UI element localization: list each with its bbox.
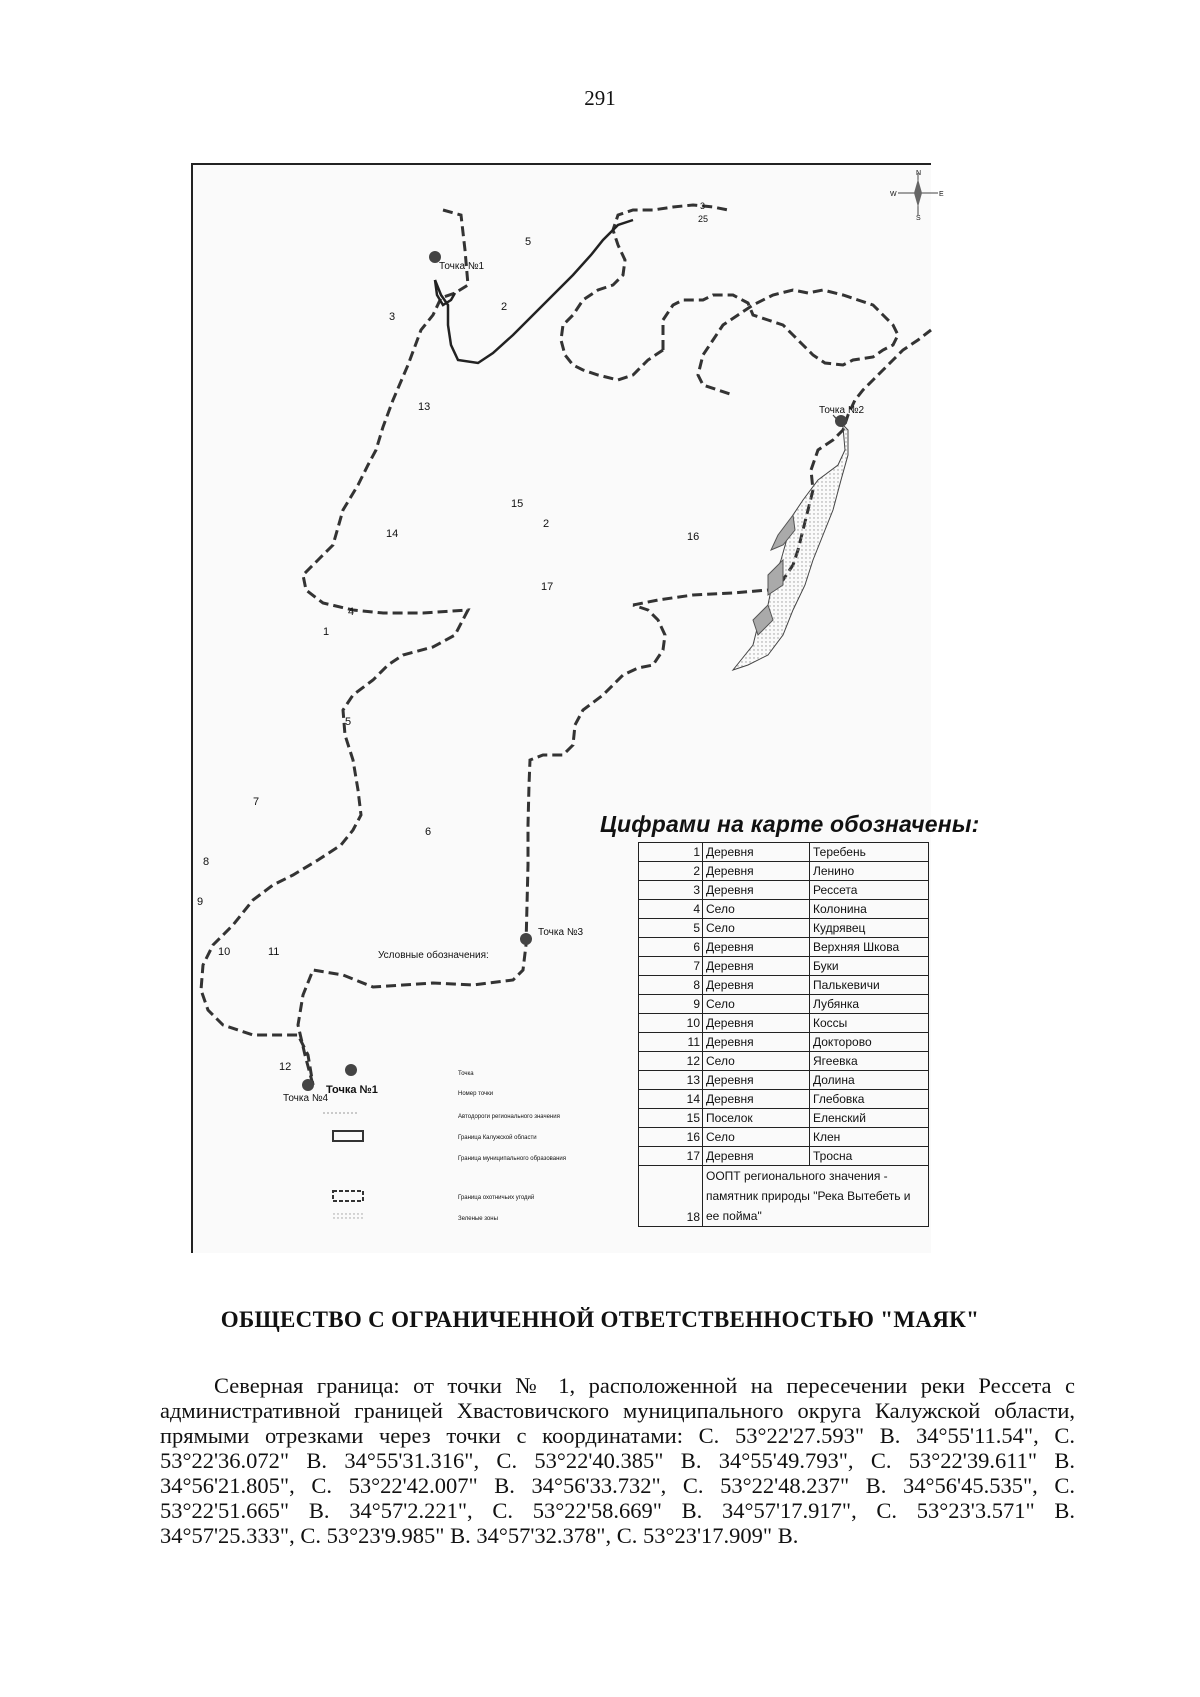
key-number: 4: [639, 900, 703, 919]
key-row: [639, 900, 929, 919]
area-number: 6: [425, 826, 432, 838]
key-number: 1: [639, 843, 703, 862]
area-number: 11: [268, 946, 280, 958]
key-number: 7: [639, 957, 703, 976]
key-type: Село: [703, 995, 810, 1014]
key-row: [639, 1147, 929, 1166]
area-number: 10: [218, 946, 231, 958]
compass-e: E: [939, 191, 944, 198]
area-number: 8: [203, 856, 210, 868]
key-type: Поселок: [703, 1109, 810, 1128]
area-number: 7: [253, 796, 260, 808]
key-name: Верхняя Шкова: [810, 938, 929, 957]
key-number: 14: [639, 1090, 703, 1109]
key-name: Докторово: [810, 1033, 929, 1052]
area-number: 17: [541, 581, 554, 593]
key-type: Деревня: [703, 976, 810, 995]
area-number: 15: [511, 498, 524, 510]
key-type: Деревня: [703, 957, 810, 976]
key-type: Деревня: [703, 843, 810, 862]
point-1-label: Точка №1: [439, 261, 485, 272]
area-number: 3: [389, 311, 396, 323]
area-number: 1: [323, 626, 330, 638]
key-type: Деревня: [703, 1033, 810, 1052]
key-number: 2: [639, 862, 703, 881]
key-number: 16: [639, 1128, 703, 1147]
area-number: 25: [698, 214, 709, 224]
area-number: 4: [348, 606, 355, 618]
point-3-label: Точка №3: [538, 927, 584, 938]
key-row: [639, 1090, 929, 1109]
key-number: 3: [639, 881, 703, 900]
body-paragraph: Северная граница: от точки № 1, расположенной на пересечении реки Рессета с административной границей Хвастовичского муниципального округа Калужской области, прямыми отрезками через точки с координатами: С. 53°22'27.593" В. 34°55'11.54", С. 53°22'36.072" В. 34°55'31.316", С. 53°22'40.385" В. 34°55'49.793", С. 53°22'39.611" В. 34°56'21.805", С. 53°22'42.007" В. 34°56'33.732", С. 53°22'48.237" В. 34°56'45.535", С. 53°22'51.665" В. 34°57'2.221", С. 53°22'58.669" В. 34°57'17.917", С. 53°23'3.571" В. 34°57'25.333", С. 53°23'9.985" В. 34°57'32.378", С. 53°23'17.909" В.: [160, 1373, 1075, 1548]
key-number: 8: [639, 976, 703, 995]
key-type: Село: [703, 919, 810, 938]
key-table: [638, 842, 929, 1227]
key-note: ООПТ регионального значения - памятник природы "Река Вытебеть и ее пойма": [703, 1166, 929, 1227]
point-2-label: Точка №2: [819, 405, 865, 416]
area-number: 9: [197, 896, 204, 908]
key-number: 12: [639, 1052, 703, 1071]
key-name: Долина: [810, 1071, 929, 1090]
key-row: [639, 1109, 929, 1128]
key-row: [639, 1014, 929, 1033]
legend-item: Граница Калужской области: [458, 1135, 537, 1141]
area-number: 16: [687, 531, 700, 543]
key-name: Палькевичи: [810, 976, 929, 995]
key-name: Кудрявец: [810, 919, 929, 938]
key-number: 17: [639, 1147, 703, 1166]
key-row: [639, 843, 929, 862]
section-heading: ОБЩЕСТВО С ОГРАНИЧЕННОЙ ОТВЕТСТВЕННОСТЬЮ "МАЯК": [220, 1307, 980, 1332]
key-number: 6: [639, 938, 703, 957]
key-name: Ленино: [810, 862, 929, 881]
key-number: 13: [639, 1071, 703, 1090]
key-title: Цифрами на карте обозначены:: [600, 811, 980, 837]
compass-n: N: [916, 170, 922, 177]
key-name: Ягеевка: [810, 1052, 929, 1071]
key-type: Деревня: [703, 862, 810, 881]
legend-point-sample: Точка №1: [326, 1084, 378, 1096]
area-number: 12: [279, 1061, 292, 1073]
key-number: 5: [639, 919, 703, 938]
key-name: Еленский: [810, 1109, 929, 1128]
area-number: 5: [345, 716, 352, 728]
area-number: 2: [543, 518, 550, 530]
key-name: Тросна: [810, 1147, 929, 1166]
key-row: [639, 881, 929, 900]
legend-point-icon: [345, 1064, 357, 1076]
key-name: Рессета: [810, 881, 929, 900]
legend-green-zone-icon: [333, 1211, 363, 1221]
area-number: 13: [418, 401, 431, 413]
key-type: Деревня: [703, 1071, 810, 1090]
legend-title: Условные обозначения:: [378, 950, 489, 961]
key-row-last: [639, 1166, 929, 1227]
key-name: Коссы: [810, 1014, 929, 1033]
key-name: Глебовка: [810, 1090, 929, 1109]
key-type: Деревня: [703, 1147, 810, 1166]
key-row: [639, 919, 929, 938]
key-row: [639, 1052, 929, 1071]
page-number: 291: [584, 86, 616, 110]
key-row: [639, 1071, 929, 1090]
area-number: 2: [501, 301, 508, 313]
key-number: 10: [639, 1014, 703, 1033]
key-type: Село: [703, 1128, 810, 1147]
key-number: 9: [639, 995, 703, 1014]
key-name: Колонина: [810, 900, 929, 919]
key-row: [639, 1128, 929, 1147]
key-name: Лубянка: [810, 995, 929, 1014]
key-row: [639, 862, 929, 881]
legend-item: Номер точки: [458, 1091, 494, 1097]
key-type: Село: [703, 900, 810, 919]
legend-item: Зеленые зоны: [458, 1216, 498, 1222]
key-row: [639, 1033, 929, 1052]
key-type: Деревня: [703, 881, 810, 900]
legend-item: Автодороги регионального значения: [458, 1114, 560, 1120]
legend-item: Граница охотничьих угодий: [458, 1195, 535, 1201]
compass-w: W: [890, 191, 897, 198]
area-number: 14: [386, 528, 399, 540]
legend-item: Точка: [458, 1071, 474, 1077]
key-name: Клен: [810, 1128, 929, 1147]
key-type: Деревня: [703, 938, 810, 957]
key-row: [639, 995, 929, 1014]
legend-item: Граница муниципального образования: [458, 1156, 567, 1162]
key-number: 15: [639, 1109, 703, 1128]
key-type: Деревня: [703, 1014, 810, 1033]
area-number: 5: [525, 236, 532, 248]
key-name: Теребень: [810, 843, 929, 862]
key-row: [639, 938, 929, 957]
key-type: Село: [703, 1052, 810, 1071]
key-type: Деревня: [703, 1090, 810, 1109]
key-row: [639, 976, 929, 995]
point-4-label: Точка №4: [283, 1093, 329, 1104]
key-number: 11: [639, 1033, 703, 1052]
area-number: 3: [700, 201, 706, 211]
key-name: Буки: [810, 957, 929, 976]
key-number: 18: [639, 1166, 703, 1227]
compass-s: S: [916, 215, 921, 222]
key-row: [639, 957, 929, 976]
